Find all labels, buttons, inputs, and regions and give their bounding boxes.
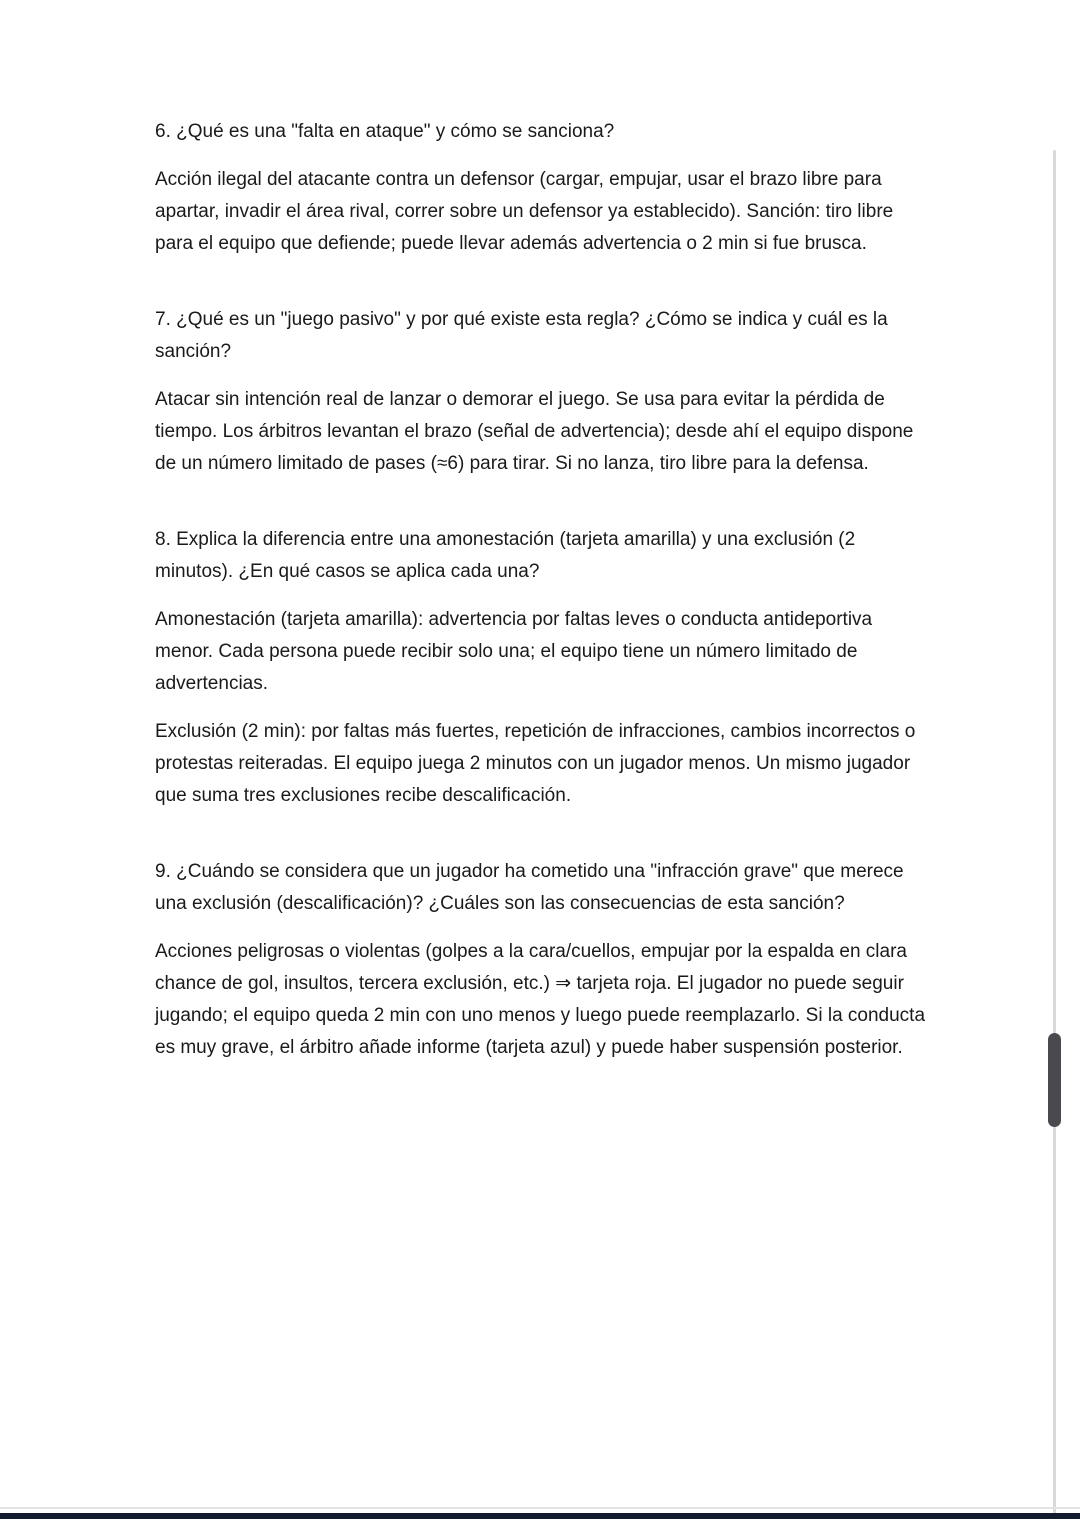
qa-section xyxy=(155,116,933,260)
answer-text: Atacar sin intención real de lanzar o demorar el juego. Se usa para evitar la pérdida de tiempo. Los árbitros levantan el brazo (señal de advertencia); desde ahí el equipo dispone de un número limitado de pases (≈6) para tirar. Si no lanza, tiro libre para la defensa. xyxy=(155,389,914,474)
bottom-window-edge xyxy=(0,1513,1080,1519)
bottom-divider xyxy=(0,1507,1080,1509)
answer-text: Acción ilegal del atacante contra un defensor (cargar, empujar, usar el brazo libre para apartar, invadir el área rival, correr sobre un defensor ya establecido). Sanción: tiro libre para el equipo que defiende; puede llevar además advertencia o 2 min si fue brusca. xyxy=(155,169,894,254)
qa-section xyxy=(155,856,933,1064)
scrollbar-track[interactable] xyxy=(1053,150,1056,1519)
document-body xyxy=(155,116,933,1108)
answer-text: Amonestación (tarjeta amarilla): advertencia por faltas leves o conducta antideportiva menor. Cada persona puede recibir solo una; el equipo tiene un número limitado de advertencias. xyxy=(155,609,873,694)
scrollbar-thumb[interactable] xyxy=(1048,1033,1061,1127)
question-text: 6. ¿Qué es una "falta en ataque" y cómo se sanciona? xyxy=(155,121,615,142)
answer-text: Exclusión (2 min): por faltas más fuertes, repetición de infracciones, cambios incorrectos o protestas reiteradas. El equipo juega 2 minutos con un jugador menos. Un mismo jugador que suma tres exclusiones recibe descalificación. xyxy=(155,721,916,806)
question-text: 7. ¿Qué es un "juego pasivo" y por qué existe esta regla? ¿Cómo se indica y cuál es la sanción? xyxy=(155,309,888,362)
question-text: 8. Explica la diferencia entre una amonestación (tarjeta amarilla) y una exclusión (2 minutos). ¿En qué casos se aplica cada una? xyxy=(155,529,856,582)
question-text: 9. ¿Cuándo se considera que un jugador ha cometido una "infracción grave" que merece una exclusión (descalificación)? ¿Cuáles son las consecuencias de esta sanción? xyxy=(155,861,904,914)
answer-text: Acciones peligrosas o violentas (golpes a la cara/cuellos, empujar por la espalda en clara chance de gol, insultos, tercera exclusión, etc.) ⇒ tarjeta roja. El jugador no puede seguir jugando; el equipo queda 2 min con uno menos y luego puede reemplazarlo. Si la conducta es muy grave, el árbitro añade informe (tarjeta azul) y puede haber suspensión posterior. xyxy=(155,941,926,1058)
qa-section xyxy=(155,524,933,812)
qa-section xyxy=(155,304,933,480)
